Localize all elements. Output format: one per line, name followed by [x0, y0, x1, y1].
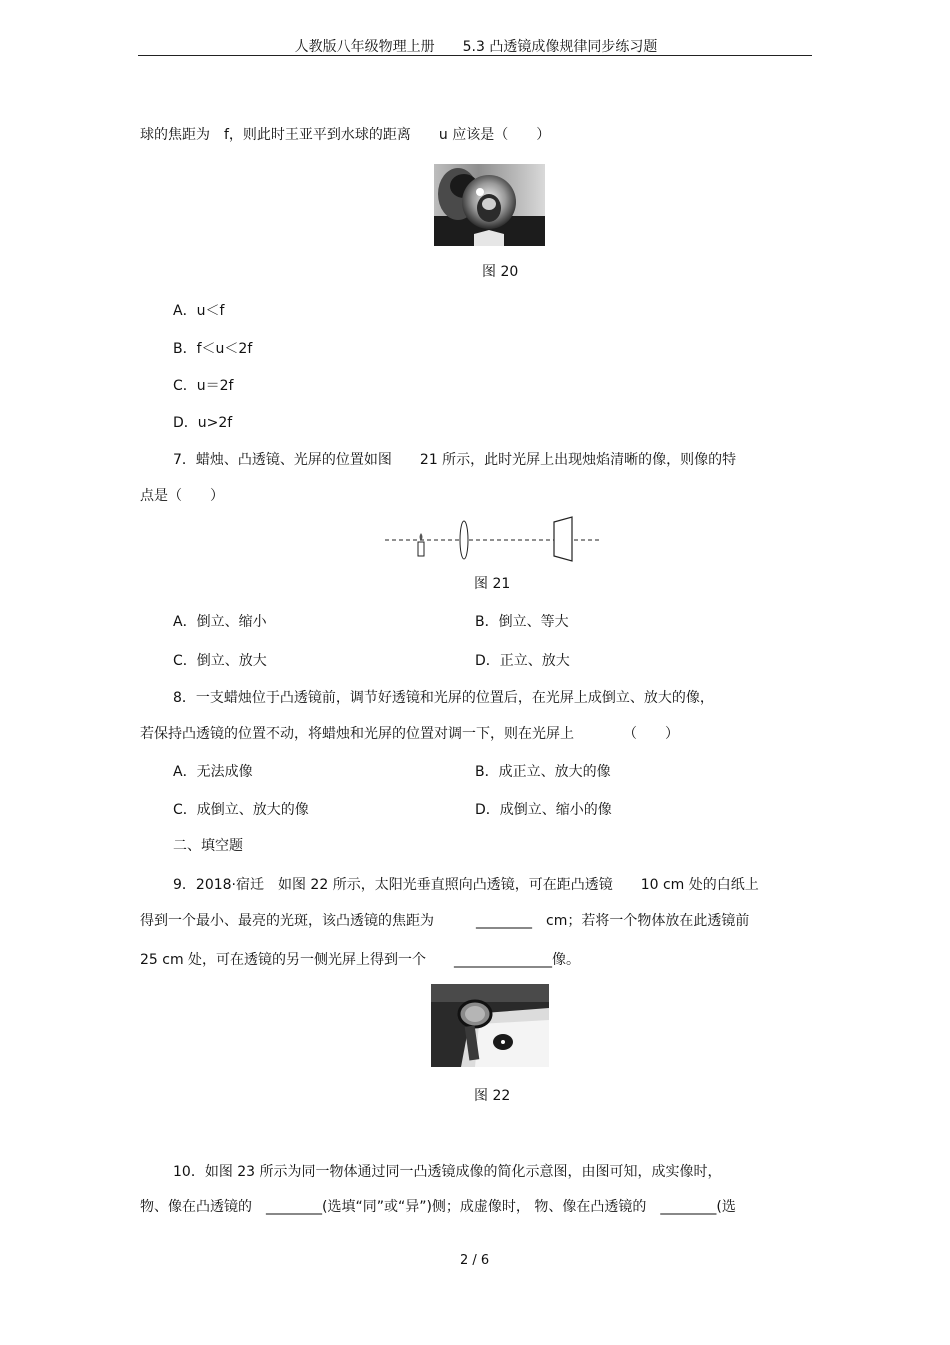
q6-option-b: B．f＜u＜2f [173, 341, 253, 357]
q6-stem: 球的焦距为 f，则此时王亚平到水球的距离 u 应该是（ ） [140, 127, 551, 143]
figure-21-caption: 图 21 [474, 576, 511, 592]
q8-option-a: A．无法成像 [173, 764, 253, 780]
q8-stem-line1: 8．一支蜡烛位于凸透镜前，调节好透镜和光屏的位置后，在光屏上成倒立、放大的像， [173, 690, 714, 706]
q7-stem-line2: 点是（ ） [140, 488, 224, 504]
q6-option-c: C．u＝2f [173, 378, 234, 394]
q8-option-d: D．成倒立、缩小的像 [475, 802, 612, 818]
candle-lens-screen-diagram [383, 515, 601, 565]
q10-line1: 10．如图 23 所示为同一物体通过同一凸透镜成像的简化示意图，由图可知，成实像时， [173, 1164, 722, 1180]
magnifier-photo [431, 984, 549, 1067]
q7-option-d: D．正立、放大 [475, 653, 570, 669]
figure-22-photo [431, 984, 549, 1067]
figure-20-photo [434, 164, 545, 246]
q7-option-b: B．倒立、等大 [475, 614, 569, 630]
q7-option-c: C．倒立、放大 [173, 653, 267, 669]
q8-option-b: B．成正立、放大的像 [475, 764, 611, 780]
figure-21-diagram [383, 515, 601, 565]
q9-line3: 25 cm 处，可在透镜的另一侧光屏上得到一个 ______________像。 [140, 952, 581, 968]
candle-icon [418, 533, 424, 556]
figure-22-caption: 图 22 [474, 1088, 511, 1104]
page-header: 人教版八年级物理上册 5.3 凸透镜成像规律同步练习题 [294, 39, 658, 55]
section-title: 二、填空题 [173, 838, 243, 854]
q6-option-a: A．u＜f [173, 303, 225, 319]
q8-option-c: C．成倒立、放大的像 [173, 802, 309, 818]
page-number: 2 / 6 [460, 1253, 490, 1268]
figure-20-caption: 图 20 [482, 264, 519, 280]
q10-line2: 物、像在凸透镜的 ________(选填“同”或“异”)侧；成虚像时， 物、像在凸透镜的 ________(选 [140, 1199, 736, 1215]
header-rule [138, 55, 812, 56]
q7-option-a: A．倒立、缩小 [173, 614, 267, 630]
q9-line2: 得到一个最小、最亮的光斑，该凸透镜的焦距为 ________ cm；若将一个物体放在此透镜前 [140, 913, 750, 929]
convex-lens-icon [460, 521, 468, 559]
q8-stem-line2: 若保持凸透镜的位置不动，将蜡烛和光屏的位置对调一下，则在光屏上 （ ） [140, 726, 679, 742]
q7-stem-line1: 7．蜡烛、凸透镜、光屏的位置如图 21 所示，此时光屏上出现烛焰清晰的像，则像的特 [173, 452, 737, 468]
q6-option-d: D．u>2f [173, 415, 233, 431]
water-ball-photo [434, 164, 545, 246]
q9-line1: 9．2018·宿迁 如图 22 所示，太阳光垂直照向凸透镜，可在距凸透镜 10 cm 处的白纸上 [173, 877, 759, 893]
light-screen-icon [554, 517, 572, 561]
